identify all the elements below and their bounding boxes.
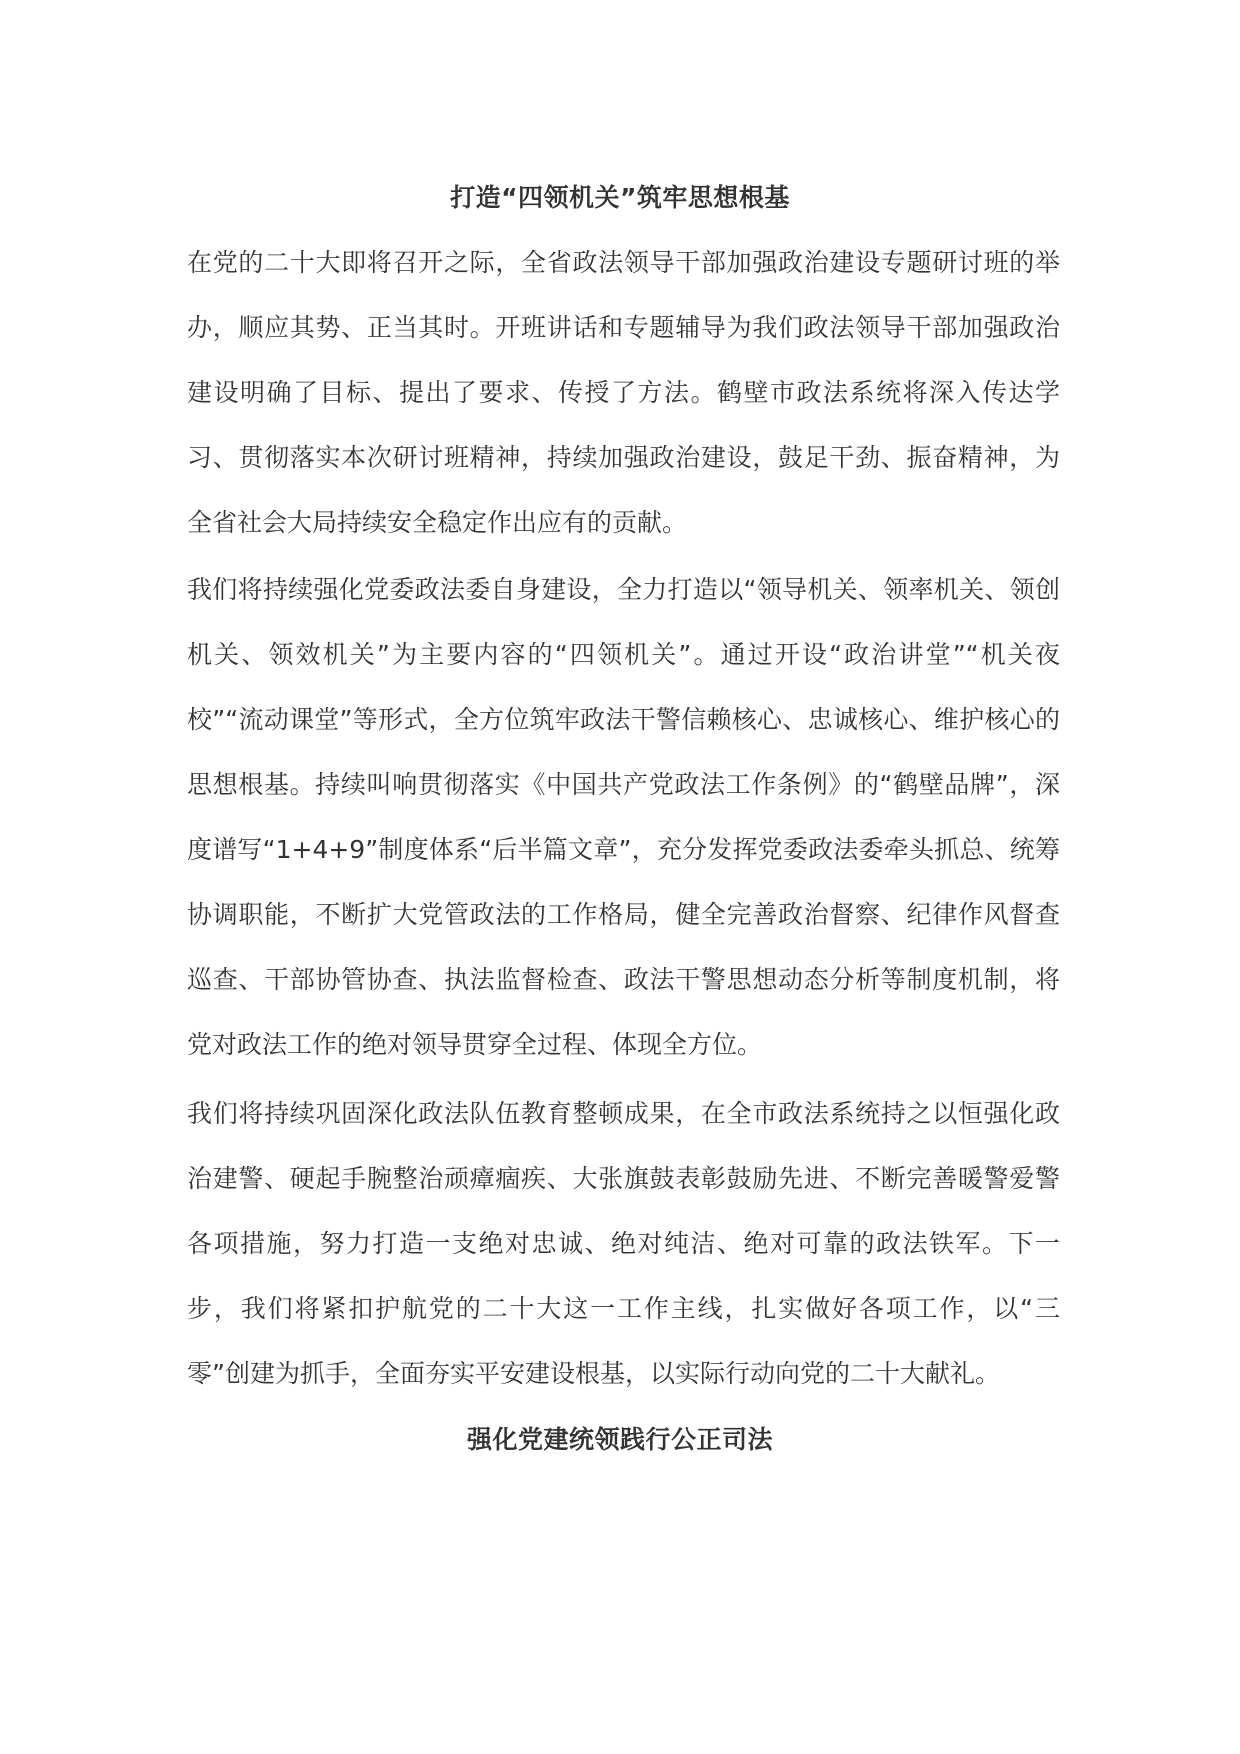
body-paragraph: 在党的二十大即将召开之际，全省政法领导干部加强政治建设专题研讨班的举办，顺应其势、正当其时。开班讲话和专题辅导为我们政法领导干部加强政治建设明确了目标、提出了要求、传授了方法。鹤壁市政法系统将深入传达学习、贯彻落实本次研讨班精神，持续加强政治建设，鼓足干劲、振奋精神，为全省社会大局持续安全稳定作出应有的贡献。 — [187, 248, 1060, 537]
section-heading: 打造“四领机关”筑牢思想根基 — [450, 183, 790, 212]
section-heading: 强化党建统领践行公正司法 — [466, 1425, 773, 1454]
body-paragraph: 我们将持续强化党委政法委自身建设，全力打造以“领导机关、领率机关、领创机关、领效机关”为主要内容的“四领机关”。通过开设“政治讲堂”“机关夜校”“流动课堂”等形式，全方位筑牢政法干警信赖核心、忠诚核心、维护核心的思想根基。持续叫响贯彻落实《中国共产党政法工作条例》的“鹤壁品牌”，深度谱写“1+4+9”制度体系“后半篇文章”，充分发挥党委政法委牵头抓总、统筹协调职能，不断扩大党管政法的工作格局，健全完善政治督察、纪律作风督查巡查、干部协管协查、执法监督检查、政法干警思想动态分析等制度机制，将党对政法工作的绝对领导贯穿全过程、体现全方位。 — [187, 575, 1060, 1059]
body-paragraph: 我们将持续巩固深化政法队伍教育整顿成果，在全市政法系统持之以恒强化政治建警、硬起手腕整治顽瘴痼疾、大张旗鼓表彰鼓励先进、不断完善暖警爱警各项措施，努力打造一支绝对忠诚、绝对纯洁、绝对可靠的政法铁军。下一步，我们将紧扣护航党的二十大这一工作主线，扎实做好各项工作，以“三零”创建为抓手，全面夯实平安建设根基，以实际行动向党的二十大献礼。 — [187, 1099, 1060, 1388]
